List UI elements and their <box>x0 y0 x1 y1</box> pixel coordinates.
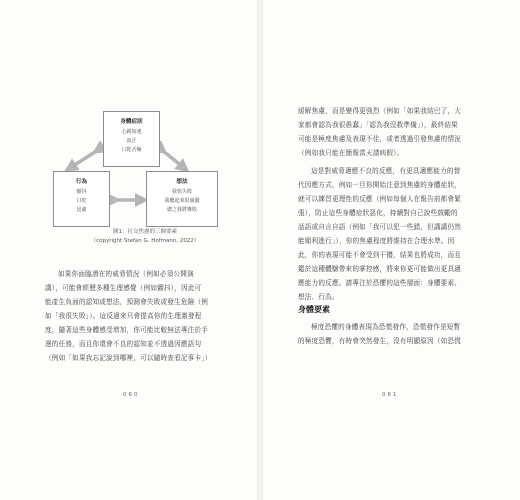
body-symptom-item: 流汗 <box>126 138 137 144</box>
text-line: 極度恐懼的身體表現為恐慌發作，恐慌發作是短暫 <box>311 323 461 331</box>
behavior-title: 行為 <box>75 179 88 185</box>
text-line: 代因應方式，例如一旦你開始注意到焦慮的身體症狀， <box>298 181 462 189</box>
text-line: 的極度恐懼，有時會突然發生，沒有明顯原因（如恐慌 <box>298 337 462 345</box>
behavior-box <box>53 171 110 227</box>
text-line: 鑑於這種體驗帶來的掌控感，將來你更可能做出更具適 <box>298 265 462 273</box>
thought-item: 總之我將慘敗 <box>166 207 197 213</box>
behavior-item: 迅避 <box>76 207 87 213</box>
text-line: 邊的任務，而且你還會不良的認知並不透過因應語句 <box>45 340 202 348</box>
text-line: 如果你面臨潛在的威脅情況（例如必須公開演 <box>58 270 194 278</box>
right-bottom-paragraph <box>298 320 488 348</box>
text-line: 可能是極度焦慮及表現不佳，或者透過引發焦慮的情況 <box>298 135 462 143</box>
caption-copyright: （copyright Stefan G. Hofmann, 2022） <box>90 238 200 244</box>
section-heading: 身體要素 <box>298 305 330 314</box>
body-symptoms-box <box>103 111 160 167</box>
page-number-left: 060 <box>123 392 140 398</box>
text-line: 緩解焦慮，而是變得更強烈（例如「如果我結巴了，大 <box>298 107 462 115</box>
text-line: 想法、行為。 <box>298 293 339 301</box>
text-line: 度，隨著這些身體感受增加，你可能比較無法專注於手 <box>45 326 209 334</box>
left-body-paragraph <box>45 267 235 365</box>
text-line: 家都會認為我很愚蠢」「認為我沒救準備」），最終結果 <box>298 121 458 129</box>
body-symptom-item: 口乾舌燥 <box>121 147 142 153</box>
arrow-body-behavior <box>70 150 98 168</box>
arrow-body-thought <box>162 150 184 168</box>
text-line: 此，你的表現可能不會受到干擾，結果也將成功，而且 <box>298 251 462 259</box>
caption-title: 圖1：社交焦慮的三個要素 <box>112 229 177 235</box>
body-symptom-item: 心跳加速 <box>121 129 142 135</box>
text-line: （例如我只能在簡報當天請病假）。 <box>298 149 404 157</box>
right-middle-paragraph <box>298 164 488 304</box>
text-line: 如「我很失敗」）。這反過來只會提高你的生理激發程 <box>45 312 202 320</box>
thoughts-box <box>146 171 218 227</box>
text-line: 就可以練習更理性的反應（例如每個人在報告前都會緊 <box>298 195 462 203</box>
text-line: （例如「如果我忘記說到哪裡，可以隨時查看記事卡」） <box>45 354 212 362</box>
text-line: 張），防止這些身體症狀惡化，持續對自己說些鼓勵的 <box>298 209 458 217</box>
thoughts-title: 想法 <box>176 179 188 185</box>
text-line: 應能力的反應。請專注於恐懼的這些層面：身體要素、 <box>298 279 462 287</box>
thought-item: 我快失敗 <box>171 189 192 195</box>
body-symptoms-title: 身體症狀 <box>120 119 143 125</box>
social-anxiety-diagram <box>0 0 259 300</box>
behavior-item: 顫抖 <box>76 189 87 195</box>
text-line: 話語或自言自語（例如「我可以犯一些錯，但講講仍然 <box>298 223 462 231</box>
behavior-item: 口吃 <box>76 198 87 204</box>
thought-item: 我聽起來很愚蠢 <box>164 198 200 204</box>
figure-caption <box>60 228 230 246</box>
text-line: 能產生負面的認知或想法，預測會失敗或發生危險（例 <box>45 298 209 306</box>
text-line: 講），可能會經歷多種生理感覺（例如顫抖），因此可 <box>45 284 202 292</box>
text-line: 能順利進行」），你的焦慮程度將維持在合理水準。因 <box>298 237 455 245</box>
page-number-right: 061 <box>382 392 399 398</box>
text-line: 這是對威脅適應不良的反應，有更具適應能力的替 <box>311 167 461 175</box>
right-top-paragraph <box>298 104 488 160</box>
